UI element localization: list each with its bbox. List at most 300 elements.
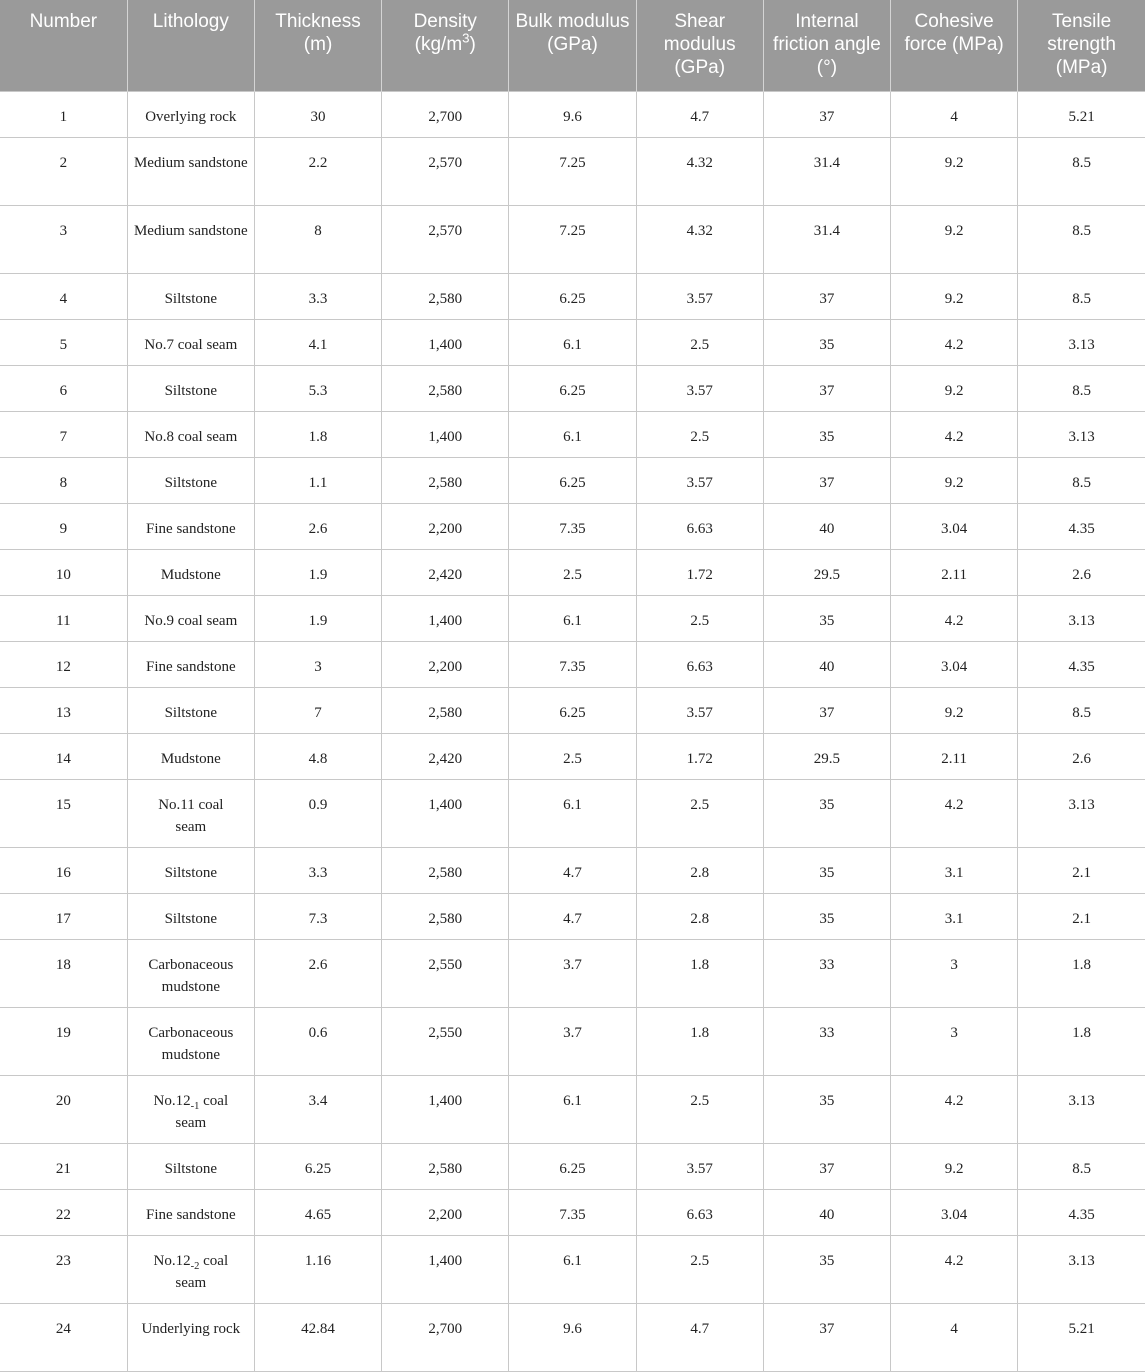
cell-value: 3.13: [1068, 1092, 1095, 1109]
cell-value: 2,570: [428, 154, 463, 171]
table-cell-cohesive-force: [891, 847, 1018, 893]
cell-value: 7.35: [559, 1206, 586, 1223]
table-cell-tensile-strength: [1018, 205, 1145, 273]
cell-value: 24: [55, 1320, 71, 1337]
table-cell-tensile-strength: [1018, 1235, 1145, 1303]
table-cell-number: [0, 641, 127, 687]
cell-value: 7.25: [559, 222, 586, 239]
column-header-label: Tensile strength (MPa): [1047, 11, 1116, 78]
table-cell-number: [0, 365, 127, 411]
cell-value: 4.32: [686, 154, 713, 171]
cell-value: 8.5: [1072, 154, 1091, 171]
table-cell-thickness: [254, 779, 381, 847]
table-cell-cohesive-force: [891, 503, 1018, 549]
table-cell-friction-angle: [763, 549, 890, 595]
table-cell-friction-angle: [763, 1303, 890, 1371]
table-cell-number: [0, 137, 127, 205]
table-row: [0, 733, 1145, 779]
cell-value: 5.21: [1068, 108, 1095, 125]
table-cell-shear-modulus: [636, 1075, 763, 1143]
table-cell-number: [0, 595, 127, 641]
column-header-bulk-modulus: [509, 0, 636, 91]
table-cell-tensile-strength: [1018, 733, 1145, 779]
cell-value: 37: [819, 1160, 835, 1177]
table-row: [0, 137, 1145, 205]
cell-value: 3: [950, 956, 958, 973]
cell-value: 4.2: [944, 612, 964, 629]
cell-value: 2.5: [690, 612, 710, 629]
table-cell-thickness: [254, 91, 381, 137]
table-cell-bulk-modulus: [509, 939, 636, 1007]
cell-value: 8.5: [1072, 704, 1091, 721]
cell-value: 20: [55, 1092, 71, 1109]
table-cell-tensile-strength: [1018, 847, 1145, 893]
cell-value: 3: [59, 222, 68, 239]
cell-value: Carbonaceous mudstone: [148, 956, 234, 995]
table-cell-cohesive-force: [891, 1075, 1018, 1143]
cell-value: 2.8: [690, 864, 710, 881]
cell-value: 8.5: [1072, 222, 1091, 239]
column-header-cohesive-force: [891, 0, 1018, 91]
table-row: [0, 273, 1145, 319]
table-cell-density: [382, 1189, 509, 1235]
table-cell-number: [0, 1007, 127, 1075]
table-cell-number: [0, 847, 127, 893]
cell-value: Siltstone: [164, 864, 218, 881]
cell-value: 1.1: [308, 474, 328, 491]
table-cell-tensile-strength: [1018, 503, 1145, 549]
table-cell-number: [0, 549, 127, 595]
table-cell-cohesive-force: [891, 411, 1018, 457]
cell-value: 7: [59, 428, 68, 445]
table-cell-thickness: [254, 503, 381, 549]
table-cell-shear-modulus: [636, 595, 763, 641]
cell-value: 3.13: [1068, 428, 1095, 445]
table-cell-number: [0, 503, 127, 549]
table-cell-density: [382, 733, 509, 779]
table-cell-tensile-strength: [1018, 457, 1145, 503]
column-header-suffix: ): [469, 34, 476, 55]
cell-value: 3.13: [1068, 1252, 1095, 1269]
table-cell-bulk-modulus: [509, 779, 636, 847]
table-row: [0, 1235, 1145, 1303]
cell-value: 6.25: [559, 290, 586, 307]
table-cell-number: [0, 779, 127, 847]
cell-value: 6.63: [686, 520, 713, 537]
table-cell-shear-modulus: [636, 687, 763, 733]
table-row: [0, 503, 1145, 549]
cell-value: 3.04: [941, 658, 968, 675]
cell-value: No.9 coal seam: [144, 612, 238, 629]
table-cell-friction-angle: [763, 205, 890, 273]
table-cell-friction-angle: [763, 1075, 890, 1143]
table-cell-cohesive-force: [891, 205, 1018, 273]
table-row: [0, 1303, 1145, 1371]
table-cell-thickness: [254, 1189, 381, 1235]
table-cell-shear-modulus: [636, 273, 763, 319]
cell-value: 11: [56, 612, 71, 629]
cell-value: 29.5: [813, 566, 841, 583]
table-row: [0, 641, 1145, 687]
table-cell-bulk-modulus: [509, 1303, 636, 1371]
cell-value: 3.04: [941, 520, 968, 537]
cell-value: 2,580: [428, 290, 463, 307]
table-cell-tensile-strength: [1018, 137, 1145, 205]
cell-value: 3.4: [308, 1092, 328, 1109]
table-cell-thickness: [254, 319, 381, 365]
column-header-label: Cohesive force (MPa): [904, 11, 1004, 55]
cell-value: 2,200: [428, 1206, 463, 1223]
cell-value: 3.1: [944, 910, 964, 927]
cell-value: 2,700: [428, 1320, 463, 1337]
table-cell-density: [382, 1007, 509, 1075]
cell-value: 1,400: [428, 796, 463, 813]
table-cell-lithology: [127, 1303, 254, 1371]
table-cell-lithology: [127, 779, 254, 847]
lithology-suffix: coal seam: [175, 1092, 229, 1131]
table-cell-density: [382, 779, 509, 847]
cell-value: 14: [55, 750, 71, 767]
table-cell-density: [382, 847, 509, 893]
table-cell-friction-angle: [763, 457, 890, 503]
table-cell-shear-modulus: [636, 847, 763, 893]
table-row: [0, 319, 1145, 365]
table-cell-number: [0, 411, 127, 457]
cell-value: 35: [819, 1252, 835, 1269]
table-cell-thickness: [254, 273, 381, 319]
table-cell-cohesive-force: [891, 939, 1018, 1007]
cell-value: 35: [819, 612, 835, 629]
table-cell-thickness: [254, 939, 381, 1007]
cell-value: 8.5: [1072, 1160, 1091, 1177]
table-cell-bulk-modulus: [509, 365, 636, 411]
column-header-label: Density (kg/m: [413, 11, 477, 55]
cell-value: 2,420: [428, 750, 463, 767]
cell-value: 2.2: [308, 154, 328, 171]
cell-value: 8.5: [1072, 290, 1091, 307]
table-cell-friction-angle: [763, 273, 890, 319]
table-cell-tensile-strength: [1018, 641, 1145, 687]
table-cell-density: [382, 411, 509, 457]
cell-value: 33: [819, 1024, 835, 1041]
table-cell-thickness: [254, 893, 381, 939]
cell-value: 0.9: [308, 796, 328, 813]
table-cell-tensile-strength: [1018, 319, 1145, 365]
cell-value: 5.21: [1068, 1320, 1095, 1337]
cell-value: 37: [819, 108, 835, 125]
table-cell-density: [382, 205, 509, 273]
cell-value: 37: [819, 704, 835, 721]
cell-value: 1.72: [686, 750, 713, 767]
cell-value: 1.8: [690, 956, 710, 973]
table-cell-thickness: [254, 205, 381, 273]
cell-value: 6.25: [559, 474, 586, 491]
table-cell-thickness: [254, 365, 381, 411]
table-cell-tensile-strength: [1018, 1189, 1145, 1235]
table-cell-lithology: [127, 273, 254, 319]
cell-value: 2.5: [563, 566, 582, 583]
table-cell-shear-modulus: [636, 549, 763, 595]
table-cell-shear-modulus: [636, 733, 763, 779]
cell-value: 1.9: [308, 566, 328, 583]
table-cell-lithology: [127, 1189, 254, 1235]
table-cell-thickness: [254, 1007, 381, 1075]
cell-value: 4.35: [1068, 520, 1095, 537]
cell-value: 31.4: [813, 222, 841, 239]
cell-value: 3.57: [686, 1160, 713, 1177]
cell-value: 37: [819, 290, 835, 307]
cell-value: 6.25: [559, 1160, 586, 1177]
table-cell-bulk-modulus: [509, 893, 636, 939]
table-cell-friction-angle: [763, 779, 890, 847]
table-cell-thickness: [254, 641, 381, 687]
column-header-label: Shear modulus (GPa): [663, 11, 736, 78]
cell-value: 9.6: [563, 1320, 582, 1337]
table-cell-cohesive-force: [891, 137, 1018, 205]
table-cell-friction-angle: [763, 1007, 890, 1075]
cell-value: 4.1: [308, 336, 328, 353]
table-cell-bulk-modulus: [509, 503, 636, 549]
table-cell-shear-modulus: [636, 365, 763, 411]
table-cell-density: [382, 503, 509, 549]
table-row: [0, 847, 1145, 893]
table-cell-density: [382, 319, 509, 365]
table-cell-cohesive-force: [891, 319, 1018, 365]
cell-value: 2.6: [308, 956, 328, 973]
table-cell-cohesive-force: [891, 457, 1018, 503]
cell-value: 1.8: [308, 428, 328, 445]
table-cell-lithology: [127, 503, 254, 549]
cell-value: 3.7: [563, 1024, 582, 1041]
cell-value: 1.8: [1072, 1024, 1091, 1041]
column-header-density: [382, 0, 509, 91]
table-cell-shear-modulus: [636, 641, 763, 687]
cell-value: 2.5: [690, 1092, 710, 1109]
cell-value: Siltstone: [164, 910, 218, 927]
cell-value: Mudstone: [160, 566, 221, 583]
table-cell-friction-angle: [763, 503, 890, 549]
cell-value: 2.5: [563, 750, 582, 767]
cell-value: Fine sandstone: [146, 520, 236, 537]
table-cell-thickness: [254, 1143, 381, 1189]
cell-value: 4.2: [944, 336, 964, 353]
table-row: [0, 549, 1145, 595]
cell-value: 4.7: [690, 108, 710, 125]
cell-value: 3.57: [686, 290, 713, 307]
cell-value: 12: [55, 658, 71, 675]
cell-value: 1,400: [428, 612, 463, 629]
cell-value: 8.5: [1072, 474, 1091, 491]
cell-value: 2,580: [428, 1160, 463, 1177]
table-cell-shear-modulus: [636, 1143, 763, 1189]
cell-value: 4.2: [944, 796, 964, 813]
cell-value: 30: [310, 108, 326, 125]
cell-value: 7.25: [559, 154, 586, 171]
table-cell-number: [0, 733, 127, 779]
cell-value: 19: [55, 1024, 71, 1041]
table-cell-thickness: [254, 1075, 381, 1143]
table-cell-lithology: [127, 687, 254, 733]
table-cell-bulk-modulus: [509, 137, 636, 205]
table-cell-shear-modulus: [636, 91, 763, 137]
cell-value: 3.3: [308, 290, 328, 307]
column-header-shear-modulus: [636, 0, 763, 91]
table-cell-friction-angle: [763, 411, 890, 457]
cell-value: Mudstone: [160, 750, 221, 767]
cell-value: 4.32: [686, 222, 713, 239]
cell-value: 3.04: [941, 1206, 968, 1223]
table-cell-lithology: [127, 549, 254, 595]
cell-value: 31.4: [813, 154, 841, 171]
table-cell-bulk-modulus: [509, 319, 636, 365]
table-cell-tensile-strength: [1018, 779, 1145, 847]
table-cell-lithology: [127, 893, 254, 939]
cell-value: 2: [59, 154, 68, 171]
cell-value: Underlying rock: [141, 1320, 241, 1337]
table-cell-shear-modulus: [636, 503, 763, 549]
table-cell-thickness: [254, 733, 381, 779]
table-cell-cohesive-force: [891, 1235, 1018, 1303]
table-cell-cohesive-force: [891, 1007, 1018, 1075]
table-cell-number: [0, 205, 127, 273]
table-cell-tensile-strength: [1018, 273, 1145, 319]
table-cell-shear-modulus: [636, 411, 763, 457]
table-cell-lithology: [127, 137, 254, 205]
table-cell-friction-angle: [763, 687, 890, 733]
table-cell-lithology: [127, 411, 254, 457]
cell-value: 4: [950, 108, 958, 125]
table-body: [0, 91, 1145, 1371]
table-cell-tensile-strength: [1018, 687, 1145, 733]
table-cell-bulk-modulus: [509, 549, 636, 595]
table-cell-cohesive-force: [891, 365, 1018, 411]
table-cell-cohesive-force: [891, 893, 1018, 939]
table-cell-shear-modulus: [636, 205, 763, 273]
table-cell-lithology: [127, 595, 254, 641]
table-row: [0, 1007, 1145, 1075]
cell-value: 6.25: [559, 382, 586, 399]
table-cell-cohesive-force: [891, 1189, 1018, 1235]
table-row: [0, 411, 1145, 457]
cell-value: 8.5: [1072, 382, 1091, 399]
table-cell-density: [382, 893, 509, 939]
cell-value: 9.6: [563, 108, 582, 125]
cell-value: 2.1: [1072, 864, 1091, 881]
cell-value: 33: [819, 956, 835, 973]
cell-value: 9.2: [944, 154, 964, 171]
table-row: [0, 365, 1145, 411]
table-cell-density: [382, 595, 509, 641]
cell-value: 3.3: [308, 864, 328, 881]
table-cell-cohesive-force: [891, 595, 1018, 641]
column-header-friction-angle: [763, 0, 890, 91]
cell-value: 1.16: [304, 1252, 332, 1269]
table-cell-lithology: [127, 733, 254, 779]
cell-value: 3.57: [686, 382, 713, 399]
cell-value: 4.7: [690, 1320, 710, 1337]
cell-value: 3: [314, 658, 322, 675]
cell-value: 6.25: [559, 704, 586, 721]
cell-value: 2.5: [690, 428, 710, 445]
table-cell-friction-angle: [763, 365, 890, 411]
table-cell-lithology: [127, 641, 254, 687]
cell-value: 10: [55, 566, 71, 583]
cell-value: Overlying rock: [145, 108, 237, 125]
table-cell-friction-angle: [763, 595, 890, 641]
cell-value: 2.6: [1072, 566, 1091, 583]
cell-value: 2.6: [1072, 750, 1091, 767]
cell-value: 9.2: [944, 382, 964, 399]
cell-value: 4: [950, 1320, 958, 1337]
cell-value: 35: [819, 336, 835, 353]
cell-value: 4.2: [944, 428, 964, 445]
table-cell-number: [0, 939, 127, 1007]
table-cell-tensile-strength: [1018, 365, 1145, 411]
cell-value: 2,200: [428, 520, 463, 537]
table-cell-lithology: [127, 319, 254, 365]
cell-value: 0.6: [308, 1024, 328, 1041]
table-cell-tensile-strength: [1018, 549, 1145, 595]
table-cell-bulk-modulus: [509, 1143, 636, 1189]
table-cell-bulk-modulus: [509, 595, 636, 641]
cell-value: 35: [819, 864, 835, 881]
column-header-label: Bulk modulus (GPa): [515, 11, 630, 55]
table-row: [0, 939, 1145, 1007]
cell-value: 18: [55, 956, 71, 973]
table-row: [0, 457, 1145, 503]
table-row: [0, 893, 1145, 939]
table-cell-number: [0, 687, 127, 733]
table-cell-cohesive-force: [891, 273, 1018, 319]
table-cell-friction-angle: [763, 1235, 890, 1303]
cell-value: 1: [59, 108, 68, 125]
cell-value: 1.72: [686, 566, 713, 583]
cell-value: Fine sandstone: [146, 1206, 236, 1223]
cell-value: Siltstone: [164, 704, 218, 721]
table-cell-friction-angle: [763, 893, 890, 939]
cell-value: 6.1: [563, 612, 582, 629]
cell-value: 22: [55, 1206, 71, 1223]
cell-value: 7.3: [308, 910, 328, 927]
table-cell-shear-modulus: [636, 1303, 763, 1371]
table-cell-bulk-modulus: [509, 641, 636, 687]
cell-value: 4.8: [308, 750, 328, 767]
table-row: [0, 205, 1145, 273]
cell-value: 4.7: [563, 910, 582, 927]
cell-value: 40: [819, 1206, 835, 1223]
table-cell-cohesive-force: [891, 687, 1018, 733]
cell-value: 23: [55, 1252, 71, 1269]
cell-value: 3: [950, 1024, 958, 1041]
cell-value: 15: [55, 796, 71, 813]
table-cell-density: [382, 1303, 509, 1371]
table-cell-lithology: [127, 847, 254, 893]
table-cell-tensile-strength: [1018, 91, 1145, 137]
table-cell-density: [382, 137, 509, 205]
table-cell-density: [382, 549, 509, 595]
table-cell-bulk-modulus: [509, 91, 636, 137]
table-cell-thickness: [254, 411, 381, 457]
column-header-thickness: [254, 0, 381, 91]
table-cell-cohesive-force: [891, 549, 1018, 595]
table-cell-tensile-strength: [1018, 1007, 1145, 1075]
cell-value: 9.2: [944, 704, 964, 721]
table-cell-bulk-modulus: [509, 1189, 636, 1235]
cell-value: 2,580: [428, 864, 463, 881]
table-cell-bulk-modulus: [509, 1235, 636, 1303]
cell-value: Siltstone: [164, 382, 218, 399]
cell-value: 1,400: [428, 1092, 463, 1109]
